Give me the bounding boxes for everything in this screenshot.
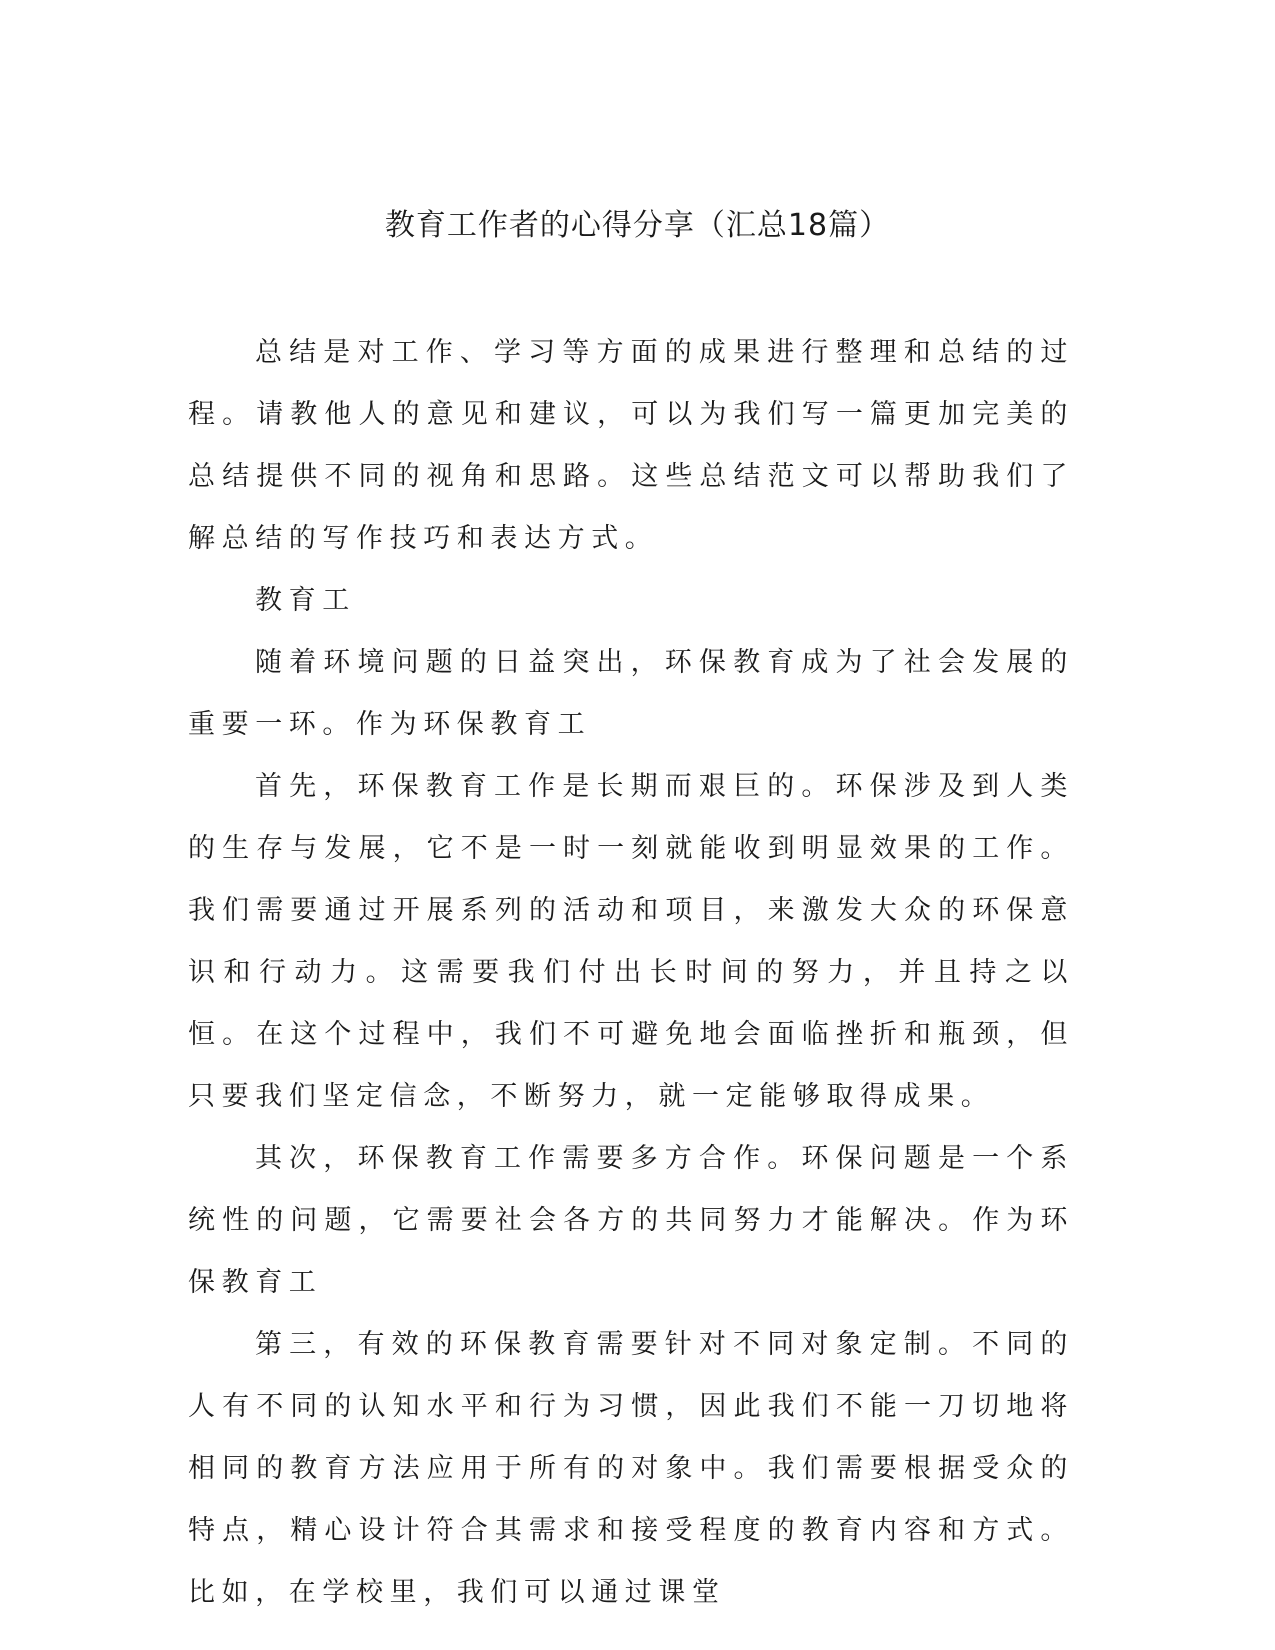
paragraph-environment: 随着环境问题的日益突出，环保教育成为了社会发展的重要一环。作为环保教育工 — [188, 647, 1074, 740]
paragraph-intro: 总结是对工作、学习等方面的成果进行整理和总结的过程。请教他人的意见和建议，可以为我们写一篇更加完美的总结提供不同的视角和思路。这些总结范文可以帮助我们了解总结的写作技巧和表达方式。 — [188, 337, 1074, 554]
document-body — [188, 322, 1074, 1624]
paragraph-fragment-1: 教育工 — [255, 585, 356, 616]
paragraph-third: 第三，有效的环保教育需要针对不同对象定制。不同的人有不同的认知水平和行为习惯，因此我们不能一刀切地将相同的教育方法应用于所有的对象中。我们需要根据受众的特点，精心设计符合其需求和接受程度的教育内容和方式。比如，在学校里，我们可以通过课堂 — [188, 1329, 1074, 1608]
paragraph-first: 首先，环保教育工作是长期而艰巨的。环保涉及到人类的生存与发展，它不是一时一刻就能收到明显效果的工作。我们需要通过开展系列的活动和项目，来激发大众的环保意识和行动力。这需要我们付出长时间的努力，并且持之以恒。在这个过程中，我们不可避免地会面临挫折和瓶颈，但只要我们坚定信念，不断努力，就一定能够取得成果。 — [188, 771, 1074, 1112]
paragraph-second: 其次，环保教育工作需要多方合作。环保问题是一个系统性的问题，它需要社会各方的共同努力才能解决。作为环保教育工 — [188, 1143, 1074, 1298]
document-title: 教育工作者的心得分享（汇总18篇） — [384, 208, 891, 243]
